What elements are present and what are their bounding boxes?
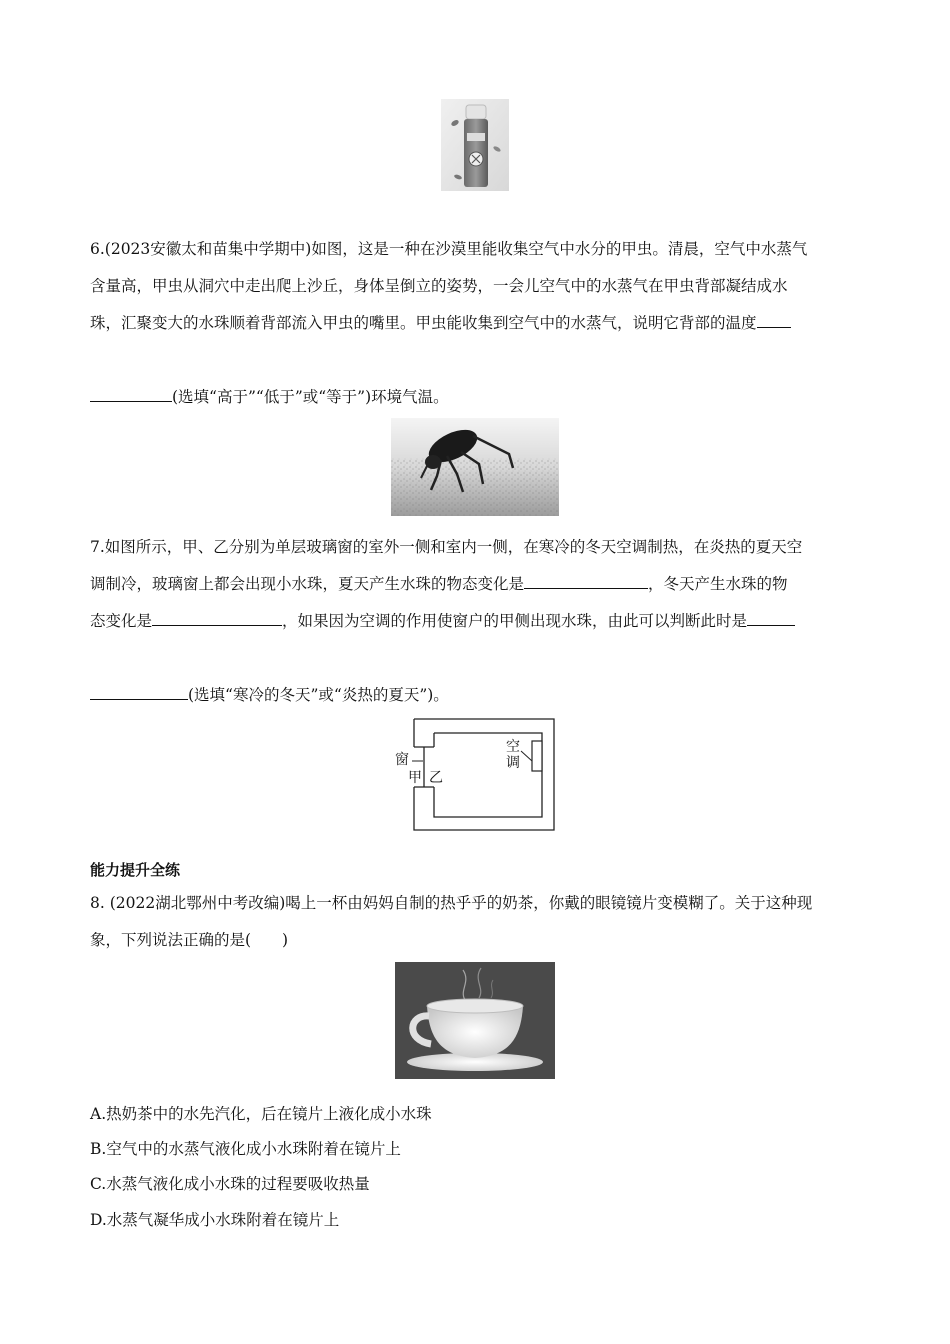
q6-answer-blank-part2[interactable] — [90, 383, 172, 402]
q7-season-blank-part1[interactable] — [747, 607, 795, 626]
q7-winter-blank[interactable] — [152, 607, 282, 626]
q7-line-3b: ，如果因为空调的作用使窗户的甲侧出现水珠，由此可以判断此时是 — [282, 612, 748, 630]
q6-line-2: 含量高，甲虫从洞穴中走出爬上沙丘，身体呈倒立的姿势，一会儿空气中的水蒸气在甲虫背部凝结成水 — [90, 277, 788, 295]
spray-can-image — [441, 99, 509, 191]
q6-line-3: 珠，汇聚变大的水珠顺着背部流入甲虫的嘴里。甲虫能收集到空气中的水蒸气，说明它背部的温度 — [90, 314, 757, 332]
q7-line-4: (选填“寒冷的冬天”或“炎热的夏天”)。 — [188, 686, 449, 704]
q8-option-d[interactable]: D.水蒸气凝华成小水珠附着在镜片上 — [90, 1211, 340, 1229]
q6-line-4: (选填“高于”“低于”或“等于”)环境气温。 — [172, 388, 449, 406]
q7-summer-blank[interactable] — [524, 570, 648, 589]
question-6 — [90, 231, 865, 416]
question-8 — [90, 885, 865, 959]
window-label: 窗 — [395, 752, 409, 768]
q8-option-a[interactable]: A.热奶茶中的水先汽化，后在镜片上液化成小水珠 — [90, 1105, 432, 1123]
q7-season-blank-part2[interactable] — [90, 681, 188, 700]
q6-answer-blank-part1[interactable] — [757, 309, 791, 328]
jia-label: 甲 — [408, 770, 422, 786]
q7-line-2a: 调制冷，玻璃窗上都会出现小水珠，夏天产生水珠的物态变化是 — [90, 575, 525, 593]
yi-label: 乙 — [429, 770, 443, 786]
q7-line-3a: 态变化是 — [90, 612, 153, 630]
q8-line-1: 8. (2022湖北鄂州中考改编)喝上一杯由妈妈自制的热乎乎的奶茶，你戴的眼镜镜片变模糊了。关于这种现 — [90, 894, 813, 912]
q7-line-2b: ，冬天产生水珠的物 — [648, 575, 788, 593]
q6-line-1: 6.(2023安徽太和苗集中学期中)如图，这是一种在沙漠里能收集空气中水分的甲虫。清晨，空气中水蒸气 — [90, 240, 808, 258]
tea-cup-image — [395, 962, 555, 1079]
q8-option-b[interactable]: B.空气中的水蒸气液化成小水珠附着在镜片上 — [90, 1140, 401, 1158]
q8-option-c[interactable]: C.水蒸气液化成小水珠的过程要吸收热量 — [90, 1175, 370, 1193]
ac-label-1: 空 — [506, 739, 520, 755]
q8-line-2: 象，下列说法正确的是( ) — [90, 931, 289, 949]
section-heading: 能力提升全练 — [90, 861, 181, 879]
q7-line-1: 7.如图所示，甲、乙分别为单层玻璃窗的室外一侧和室内一侧，在寒冷的冬天空调制热，在炎热的夏天空 — [90, 538, 803, 556]
ac-label-2: 调 — [506, 755, 520, 771]
beetle-image — [391, 418, 559, 516]
question-7 — [90, 529, 865, 714]
window-diagram — [392, 717, 558, 833]
